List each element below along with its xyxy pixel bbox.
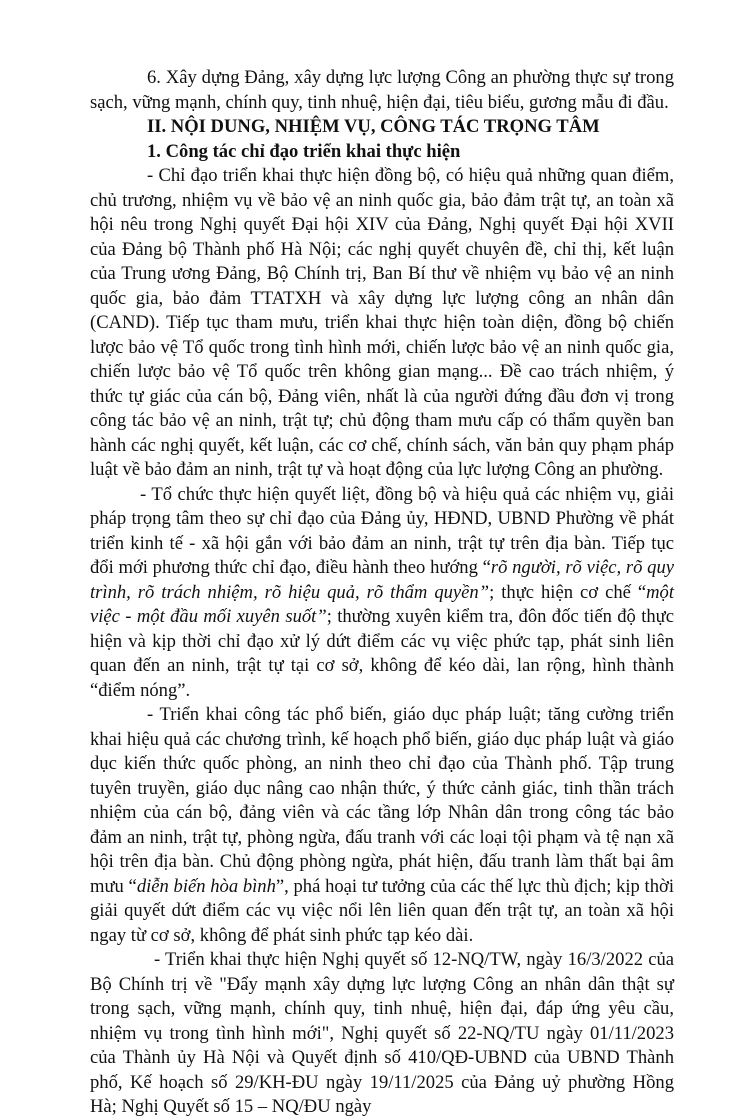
paragraph-2-text-3: ; thường xuyên kiểm tra, đôn đốc tiến độ thực hiện và kịp thời chỉ đạo xử lý dứt điểm các vụ việc phức tạp, phát sinh liên quan đến an ninh, trật tự tại cơ sở, không để kéo dài, lan rộng, hình thành “điểm nóng”. [90,606,674,701]
paragraph-3 [90,703,674,948]
paragraph-3-italic-1: diễn biến hòa bình [136,875,276,897]
paragraph-3-text-1: - Triển khai công tác phổ biến, giáo dục pháp luật; tăng cường triển khai hiệu quả các chương trình, kế hoạch phổ biến, giáo dục pháp luật và giáo dục kiến thức quốc phòng, an ninh theo chỉ đạo của Thành phố. Tập trung tuyên truyền, giáo dục nâng cao nhận thức, ý thức cảnh giác, tinh thần trách nhiệm của cán bộ, đảng viên và các tầng lớp Nhân dân trong công tác bảo đảm an ninh, trật tự, phòng ngừa, đấu tranh với các loại tội phạm và tệ nạn xã hội trên địa bàn. Chủ động phòng ngừa, phát hiện, đấu tranh làm thất bại âm mưu “ [90,704,674,897]
item-6: 6. Xây dựng Đảng, xây dựng lực lượng Công an phường thực sự trong sạch, vững mạnh, chính quy, tinh nhuệ, hiện đại, tiêu biểu, gương mẫu đi đầu. [90,67,674,113]
subsection-heading: 1. Công tác chỉ đạo triển khai thực hiện [147,140,461,162]
paragraph-2-text-2: ; thực hiện cơ chế “ [489,581,647,603]
paragraph-2-text-1: - Tổ chức thực hiện quyết liệt, đồng bộ và hiệu quả các nhiệm vụ, giải pháp trọng tâm theo sự chỉ đạo của Đảng ủy, HĐND, UBND Phường về phát triển kinh tế - xã hội gắn với bảo đảm an ninh, trật tự trên địa bàn. Tiếp tục đổi mới phương thức chỉ đạo, điều hành theo hướng “ [90,483,674,578]
paragraph-2-italic-2: một việc - một đầu mối xuyên suốt” [90,581,674,627]
paragraph-4: - Triển khai thực hiện Nghị quyết số 12-NQ/TW, ngày 16/3/2022 của Bộ Chính trị về "Đẩy mạnh xây dựng lực lượng Công an nhân dân thật sự trong sạch, vững mạnh, chính quy, tinh nhuệ, hiện đại, đáp ứng yêu cầu, nhiệm vụ trong tình hình mới", Nghị quyết số 22-NQ/TU ngày 01/11/2023 của Thành ủy Hà Nội và Quyết định số 410/QĐ-UBND của UBND Thành phố, Kế hoạch số 29/KH-ĐU ngày 19/11/2025 của Đảng uỷ phường Hồng Hà; Nghị Quyết số 15 – NQ/ĐU ngày [90,949,674,1117]
paragraph-3-text-2: ”, phá hoại tư tưởng của các thế lực thù địch; kịp thời giải quyết dứt điểm các vụ việc nổi lên liên quan đến trật tự, an toàn xã hội ngay từ cơ sở, không để phát sinh phức tạp kéo dài. [90,875,674,946]
section-heading: II. NỘI DUNG, NHIỆM VỤ, CÔNG TÁC TRỌNG TÂM [147,116,600,137]
paragraph-2 [90,483,674,704]
paragraph-1: - Chỉ đạo triển khai thực hiện đồng bộ, có hiệu quả những quan điểm, chủ trương, nhiệm vụ về bảo vệ an ninh quốc gia, bảo đảm trật tự, an toàn xã hội nêu trong Nghị quyết Đại hội XIV của Đảng, Nghị quyết Đại hội XVII của Đảng bộ Thành phố Hà Nội; các nghị quyết chuyên đề, chỉ thị, kết luận của Trung ương Đảng, Bộ Chính trị, Ban Bí thư về nhiệm vụ bảo vệ an ninh quốc gia, bảo đảm TTATXH và xây dựng lực lượng công an nhân dân (CAND). Tiếp tục tham mưu, triển khai thực hiện toàn diện, đồng bộ chiến lược bảo vệ Tổ quốc trong tình hình mới, chiến lược bảo vệ an ninh quốc gia, chiến lược bảo vệ Tổ quốc trên không gian mạng... Đề cao trách nhiệm, ý thức tự giác của cán bộ, Đảng viên, nhất là của người đứng đầu đơn vị trong công tác bảo vệ an ninh, trật tự; chủ động tham mưu cấp có thẩm quyền ban hành các nghị quyết, kết luận, các cơ chế, chính sách, văn bản quy phạm pháp luật về bảo đảm an ninh, trật tự và hoạt động của lực lượng Công an phường. [90,165,674,480]
document-body [90,66,674,1120]
paragraph-2-italic-1: rõ người, rõ việc, rõ quy trình, rõ trách nhiệm, rõ hiệu quả, rõ thẩm quyền” [90,557,675,603]
